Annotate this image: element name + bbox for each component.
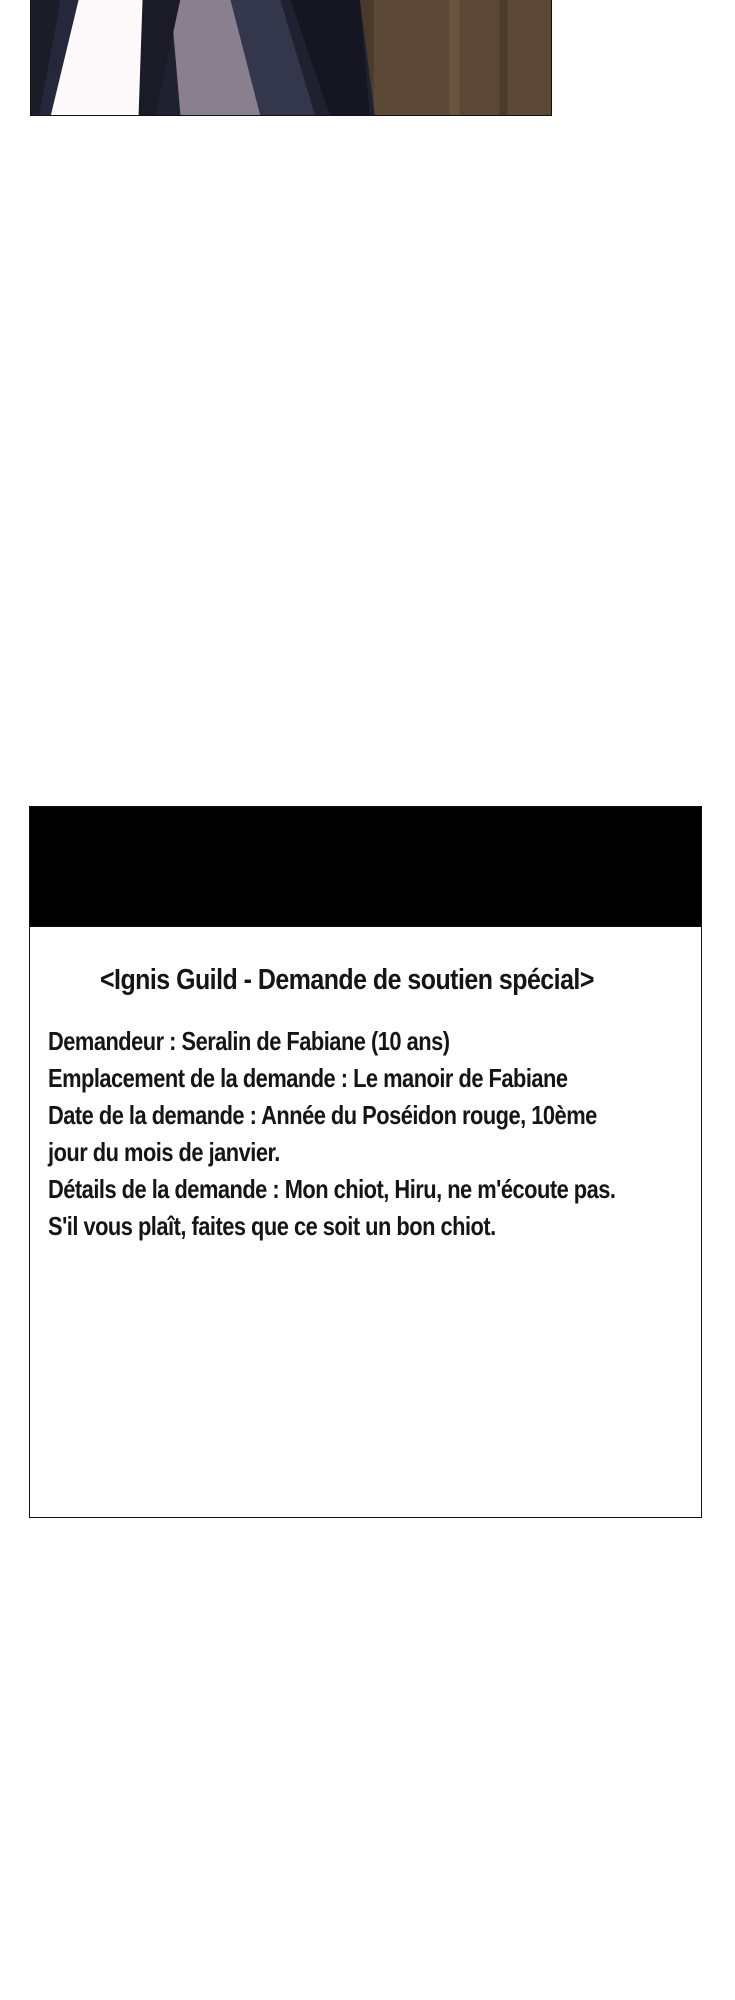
date-line-continued: jour du mois de janvier.: [48, 1137, 280, 1167]
notice-header-bar: [30, 807, 701, 927]
top-illustration-panel: [30, 0, 552, 116]
character-art-illustration: [31, 0, 551, 115]
location-line: Emplacement de la demande : Le manoir de Fabiane: [48, 1063, 568, 1093]
date-line: Date de la demande : Année du Poséidon rouge, 10ème: [48, 1100, 597, 1130]
notice-body: [48, 1023, 636, 1245]
details-line-continued: S'il vous plaît, faites que ce soit un bon chiot.: [48, 1211, 496, 1241]
guild-request-notice: [29, 806, 702, 1518]
notice-title: <Ignis Guild - Demande de soutien spécial>: [100, 964, 594, 996]
details-line: Détails de la demande : Mon chiot, Hiru, ne m'écoute pas.: [48, 1174, 616, 1204]
requester-line: Demandeur : Seralin de Fabiane (10 ans): [48, 1026, 450, 1056]
